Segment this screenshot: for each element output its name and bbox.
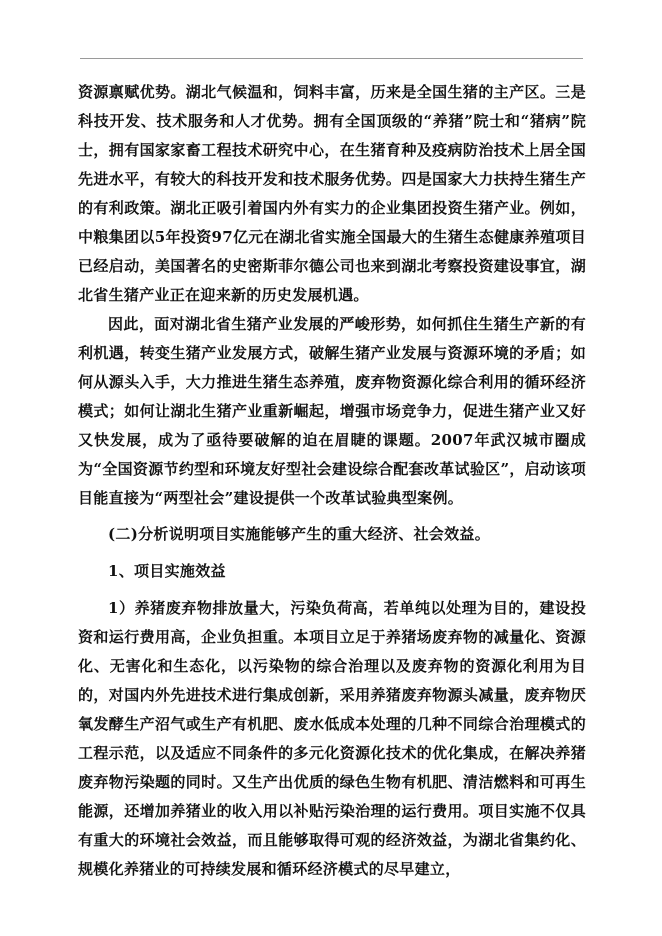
paragraph-advantages: 资源禀赋优势。湖北气候温和，饲料丰富，历来是全国生猪的主产区。三是科技开发、技术服务和人才优势。拥有全国顶级的“养猪”院士和“猪病”院士，拥有国家家畜工程技术研究中心，在生猪育种及疫病防治技术上居全国先进水平，有较大的科技开发和技术服务优势。四是国家大力扶持生猪生产的有利政策。湖北正吸引着国内外有实力的企业集团投资生猪产业。例如，中粮集团以5年投资97亿元在湖北省实施全国最大的生猪生态健康养殖项目已经启动，美国著名的史密斯菲尔德公司也来到湖北考察投资建设事宜，湖北省生猪产业正在迎来新的历史发展机遇。 — [78, 83, 586, 304]
header-rule — [80, 58, 583, 59]
section-heading: (二)分析说明项目实施能够产生的重大经济、社会效益。 — [108, 525, 490, 543]
document-body — [78, 78, 586, 884]
paragraph-challenges: 因此，面对湖北省生猪产业发展的严峻形势，如何抓住生猪生产新的有利机遇，转变生猪产业发展方式，破解生猪产业发展与资源环境的矛盾；如何从源头入手，大力推进生猪生态养殖，废弃物资源化综合利用的循环经济模式；如何让湖北生猪产业重新崛起，增强市场竞争力，促进生猪产业又好又快发展，成为了亟待要破解的迫在眉睫的课题。2007年武汉城市圈成为“全国资源节约型和环境友好型社会建设综合配套改革试验区”，启动该项目能直接为“两型社会”建设提供一个改革试验典型案例。 — [78, 315, 586, 507]
subsection-heading: 1、项目实施效益 — [108, 562, 226, 580]
paragraph-benefits: 1）养猪废弃物排放量大，污染负荷高，若单纯以处理为目的，建设投资和运行费用高，企业负担重。本项目立足于养猪场废弃物的减量化、资源化、无害化和生态化，以污染物的综合治理以及废弃物的资源化利用为目的，对国内外先进技术进行集成创新，采用养猪废弃物源头减量，废弃物厌氧发酵生产沼气或生产有机肥、废水低成本处理的几种不同综合治理模式的工程示范，以及适应不同条件的多元化资源化技术的优化集成，在解决养猪废弃物污染题的同时。又生产出优质的绿色生物有机肥、清洁燃料和可再生能源，还增加养猪业的收入用以补贴污染治理的运行费用。项目实施不仅具有重大的环境社会效益，而且能够取得可观的经济效益，为湖北省集约化、规模化养猪业的可持续发展和循环经济模式的尽早建立， — [78, 599, 586, 878]
